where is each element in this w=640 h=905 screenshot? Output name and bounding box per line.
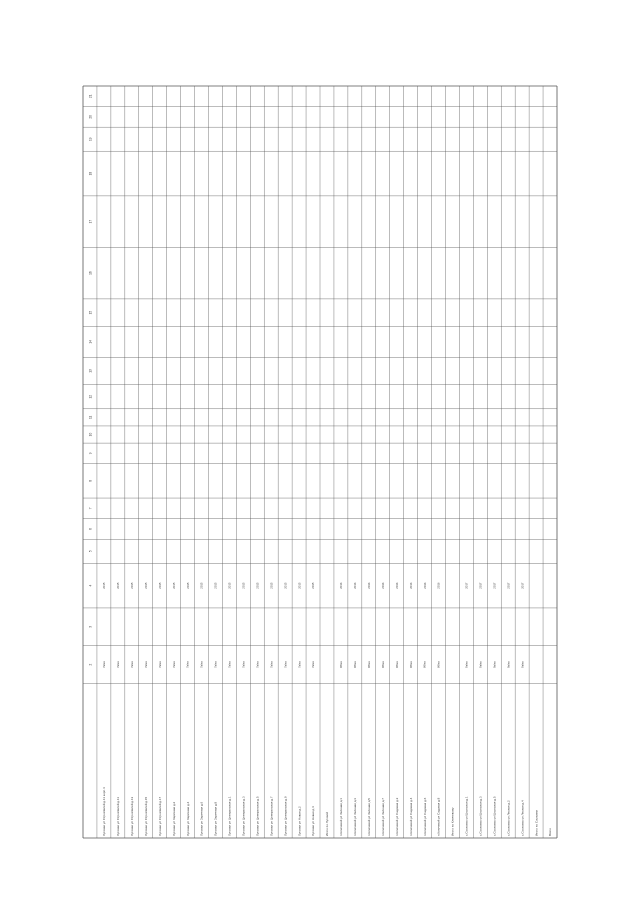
row-label: п.Ключевой ул Зеленая д.1 [339,798,344,836]
row-label: п.Ключевой ул Зеленая д.3 [353,798,358,836]
row-year: 2016 [394,582,399,589]
row-year: 2015 [227,582,232,589]
row-code: 7а/кв [297,661,302,668]
row-year: 2015 [297,582,302,589]
row-label: Итого по Ключевому [450,807,455,836]
row-label: Луговая ул Заречная д.4 [185,801,190,836]
row-label: п.Ключевой ул Садовая д.8 [436,797,441,836]
row-code: 8б/кв [353,661,358,668]
column-header-number: 3 [88,625,93,628]
row-code: 8б/кв [366,661,371,668]
row-code: 7а/кв [227,661,232,668]
column-header-number: 7 [88,507,93,510]
column-header-number: 5 [88,550,93,553]
row-label: Луговая ул Строителей д.17 [157,796,162,836]
row-code: 9в/кв [464,661,469,668]
row-year: 2015 [199,582,204,589]
column-header-number: 15 [88,310,93,315]
row-label: Луговая ул Центральная д.1 [227,796,232,836]
row-label: п.Ключевой ул Зеленая д.7 [380,798,385,836]
row-code: 7а/кв [143,661,148,668]
row-label: Итого по Луговой [325,812,330,836]
column-header-number: 21 [88,94,93,99]
row-label: Луговая ул Строителей д.13 [129,796,134,836]
row-code: 9в/кв [520,661,525,668]
row-label: с.Сосновка ул Школьная д.5 [492,796,497,836]
column-header-number: 17 [88,219,93,224]
row-code: 7а/кв [157,661,162,668]
row-year: 2016 [436,582,441,589]
row-year: 2016 [339,582,344,589]
column-header-number: 19 [88,137,93,141]
row-code: 7а/кв [129,661,134,668]
row-code: 7а/кв [116,661,121,668]
row-code: 8б/кв [339,661,344,668]
row-code: 9в/кв [492,661,497,668]
row-year: 2017 [520,582,525,589]
column-header-number: 10 [88,432,93,437]
row-year: 2015 [185,582,190,589]
row-label: Луговая ул Центральная д.3 [241,796,246,836]
row-label: п.Ключевой ул Садовая д.6 [422,797,427,836]
column-header-number: 18 [88,171,93,176]
row-year: 2015 [269,582,274,589]
row-year: 2016 [353,582,358,589]
row-code: 7а/кв [283,661,288,668]
row-year: 2016 [408,582,413,589]
column-header-number: 2 [88,663,93,666]
row-year: 2017 [492,582,497,589]
row-label: с.Сосновка ул Школьная д.3 [478,796,483,836]
column-header-number: 13 [88,369,93,373]
row-year: 2015 [143,582,148,589]
row-year: 2016 [422,582,427,589]
row-label: Луговая ул Новая д.2 [297,806,302,836]
row-code: 7а/кв [199,661,204,668]
column-header-number: 9 [88,452,93,455]
row-label: Луговая ул Строителей д.11 корп.4 [102,787,107,836]
row-label: Луговая ул Центральная д.7 [269,796,274,836]
row-year: 2015 [102,582,107,589]
row-label: с.Сосновка ул Лесная д.4 [520,800,525,836]
row-code: 9в/кв [506,661,511,668]
row-year: 2015 [241,582,246,589]
row-label: Луговая ул Строителей д.11 [116,797,121,836]
row-year: 2015 [129,582,134,589]
row-code: 7а/кв [185,661,190,668]
row-label: Луговая ул Заречная д.8 [213,801,218,836]
column-header-number: 12 [88,394,93,399]
row-code: 8б/кв [380,661,385,668]
row-year: 2015 [157,582,162,589]
row-year: 2015 [311,582,316,589]
row-label: Луговая ул Строителей д.15 [143,796,148,836]
table-grid [83,86,557,838]
row-code: 7а/кв [241,661,246,668]
row-code: 7а/кв [311,661,316,668]
row-label: Луговая ул Заречная д.2 [171,801,176,836]
row-label: п.Ключевой ул Зеленая д.5 [366,798,371,836]
row-code: 8б/кв [436,661,441,668]
column-header-number: 16 [88,271,93,275]
row-year: 2015 [116,582,121,589]
row-code: 7а/кв [213,661,218,668]
column-header-number: 4 [88,584,93,587]
row-code: 7а/кв [269,661,274,668]
row-year: 2016 [380,582,385,589]
row-year: 2017 [464,582,469,589]
row-label: Луговая ул Новая д.4 [311,806,316,836]
row-code: 8б/кв [408,661,413,668]
column-header-number: 14 [88,340,93,344]
row-year: 2017 [478,582,483,589]
row-code: 7а/кв [102,661,107,668]
row-code: 7а/кв [171,661,176,668]
row-label: Луговая ул Заречная д.6 [199,801,204,836]
row-code: 8б/кв [422,661,427,668]
row-label: Луговая ул Центральная д.5 [255,796,260,836]
row-year: 2017 [506,582,511,589]
row-year: 2016 [366,582,371,589]
row-code: 8б/кв [394,661,399,668]
column-header-number: 8 [88,479,93,482]
row-label: с.Сосновка ул Лесная д.2 [506,800,511,836]
row-label: п.Ключевой ул Садовая д.2 [394,797,399,836]
row-label: с.Сосновка ул Школьная д.1 [464,796,469,836]
row-label: п.Ключевой ул Садовая д.4 [408,797,413,836]
row-label: Луговая ул Центральная д.9 [283,796,288,836]
row-code: 7а/кв [255,661,260,668]
row-year: 2015 [171,582,176,589]
row-label: Всего [548,828,553,836]
column-header-number: 6 [88,528,93,530]
row-year: 2015 [213,582,218,589]
row-year: 2015 [255,582,260,589]
row-year: 2015 [283,582,288,589]
row-code: 9в/кв [478,661,483,668]
column-header-number: 11 [88,415,93,420]
row-label: Итого по Сосновке [534,809,539,836]
column-header-number: 20 [88,115,93,119]
